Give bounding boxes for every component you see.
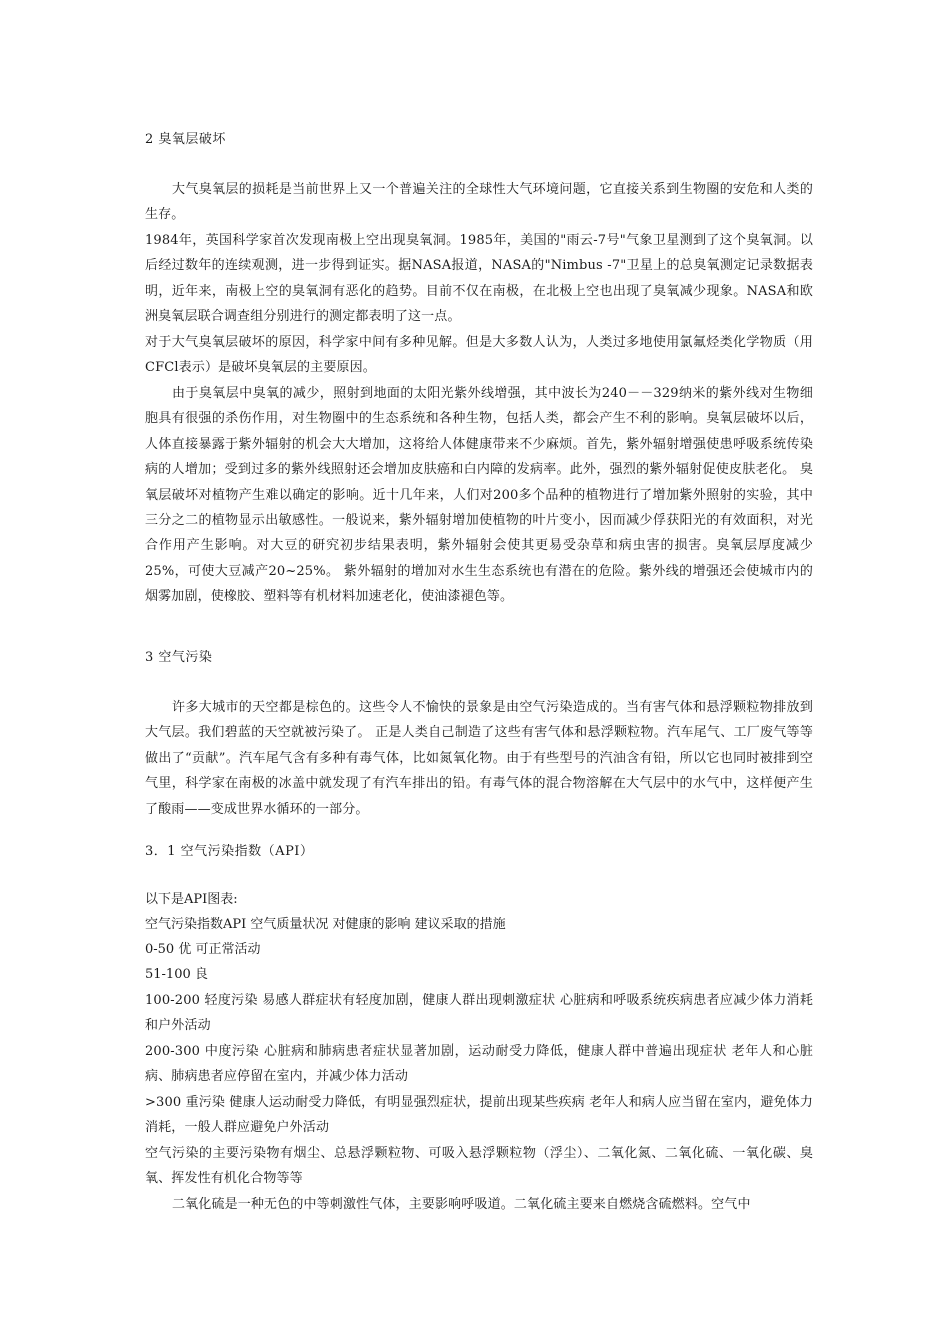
api-row: 200-300 中度污染 心脏病和肺病患者症状显著加剧，运动耐受力降低，健康人群中普遍出现症状 老年人和心脏病、肺病患者应停留在室内，并减少体力活动	[145, 1044, 813, 1085]
section-2-heading: 2 臭氧层破坏	[145, 132, 226, 147]
paragraph-ozone-hole-discovery: 1984年，英国科学家首次发现南极上空出现臭氧洞。1985年，美国的"雨云-7号"气象卫星测到了这个臭氧洞。以后经过数年的连续观测，进一步得到证实。据NASA报道，NASA的"Nimbus -7"卫星上的总臭氧测定记录数据表明，近年来，南极上空的臭氧洞有恶化的趋势。目前不仅在南极，在北极上空也出现了臭氧减少现象。NASA和欧洲臭氧层联合调查组分别进行的测定都表明了这一点。	[145, 233, 813, 325]
api-row: >300 重污染 健康人运动耐受力降低，有明显强烈症状，提前出现某些疾病 老年人和病人应当留在室内，避免体力消耗，一般人群应避免户外活动	[145, 1095, 813, 1136]
api-chart-intro: 以下是API图表:	[145, 892, 238, 907]
api-row: 51-100 良	[145, 967, 208, 982]
section-3-heading: 3 空气污染	[145, 650, 213, 665]
paragraph-air-pollution: 许多大城市的天空都是棕色的。这些令人不愉快的景象是由空气污染造成的。当有害气体和悬浮颗粒物排放到大气层。我们碧蓝的天空就被污染了。 正是人类自己制造了这些有害气体和悬浮颗粒物。汽车尾气、工厂废气等等做出了“贡献”。汽车尾气含有多种有毒气体，比如氮氧化物。由于有些型号的汽油含有铅，所以它也同时被排到空气里，科学家在南极的冰盖中就发现了有汽车排出的铅。有毒气体的混合物溶解在大气层中的水气中，这样便产生了酸雨——变成世界水循环的一部分。	[145, 700, 813, 817]
api-row: 100-200 轻度污染 易感人群症状有轻度加剧，健康人群出现刺激症状 心脏病和呼吸系统疾病患者应减少体力消耗和户外活动	[145, 993, 813, 1034]
paragraph-uv-effects: 由于臭氧层中臭氧的减少，照射到地面的太阳光紫外线增强，其中波长为240－－329纳米的紫外线对生物细胞具有很强的杀伤作用，对生物圈中的生态系统和各种生物，包括人类，都会产生不利的影响。臭氧层破坏以后，人体直接暴露于紫外辐射的机会大大增加，这将给人体健康带来不少麻烦。首先，紫外辐射增强使患呼吸系统传染病的人增加；受到过多的紫外线照射还会增加皮肤癌和白内障的发病率。此外，强烈的紫外辐射促使皮肤老化。 臭氧层破坏对植物产生难以确定的影响。近十几年来，人们对200多个品种的植物进行了增加紫外照射的实验，其中三分之二的植物显示出敏感性。一般说来，紫外辐射增加使植物的叶片变小，因而减少俘获阳光的有效面积，对光合作用产生影响。对大豆的研究初步结果表明，紫外辐射会使其更易受杂草和病虫害的损害。臭氧层厚度减少25%，可使大豆减产20~25%。 紫外辐射的增加对水生生态系统也有潜在的危险。紫外线的增强还会使城市内的烟雾加剧，使橡胶、塑料等有机材料加速老化，使油漆褪色等。	[145, 386, 813, 605]
paragraph-sulfur-dioxide: 二氧化硫是一种无色的中等刺激性气体，主要影响呼吸道。二氧化硫主要来自燃烧含硫燃料。空气中	[172, 1197, 751, 1212]
paragraph-ozone-causes: 对于大气臭氧层破坏的原因，科学家中间有多种见解。但是大多数人认为，人类过多地使用氯氟烃类化学物质（用CFCl表示）是破坏臭氧层的主要原因。	[145, 335, 813, 376]
paragraph-ozone-intro: 大气臭氧层的损耗是当前世界上又一个普遍关注的全球性大气环境问题，它直接关系到生物圈的安危和人类的生存。	[145, 182, 813, 223]
section-3-1-heading: 3．1 空气污染指数（API）	[145, 844, 314, 859]
paragraph-main-pollutants: 空气污染的主要污染物有烟尘、总悬浮颗粒物、可吸入悬浮颗粒物（浮尘）、二氧化氮、二氧化硫、一氧化碳、臭氧、挥发性有机化合物等等	[145, 1146, 813, 1187]
api-row: 0-50 优 可正常活动	[145, 942, 261, 957]
api-table-header: 空气污染指数API 空气质量状况 对健康的影响 建议采取的措施	[145, 917, 506, 932]
